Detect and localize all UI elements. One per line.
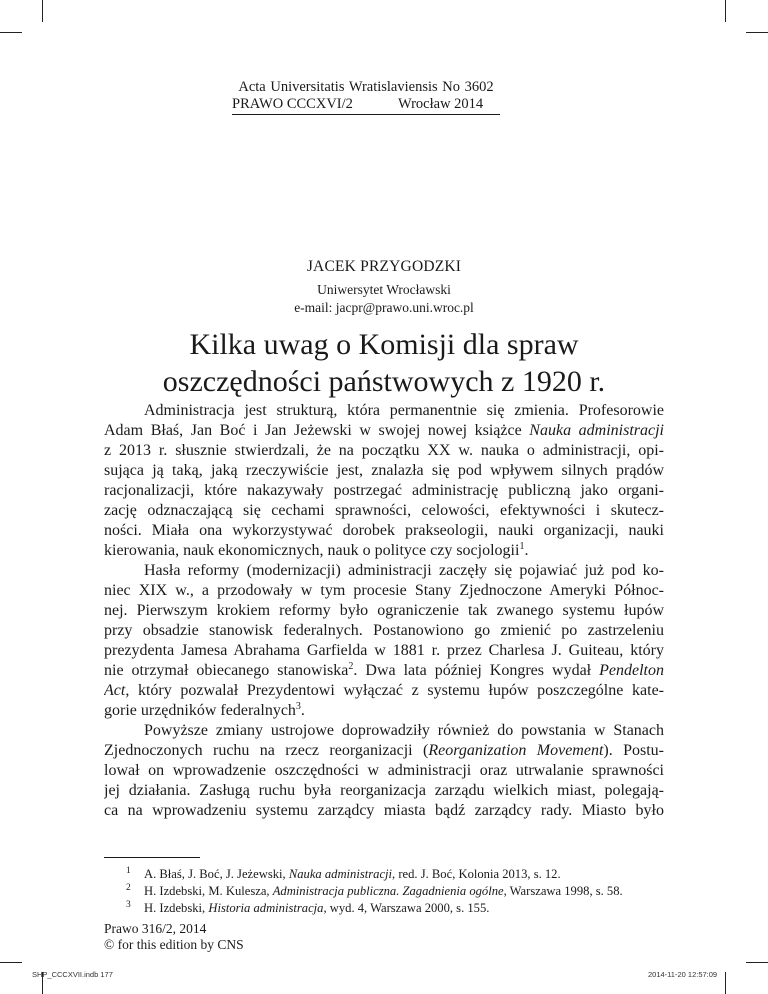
body-line: gorie urzędników federalnych$^3$. [104,701,305,719]
author-affiliation: Uniwersytet Wrocławski [317,282,451,297]
body-line: nie otrzymał obiecanego stanowiska$^2$. Dwa lata później Kongres wydał Pendelton [104,661,664,679]
title-line-2: oszczędności państwowych z 1920 r. [162,365,606,398]
crop-mark [746,32,768,33]
crop-mark [0,962,22,963]
body-line: zację odznaczającą się cechami sprawności, celowości, efektywności i skutecz- [104,502,664,519]
body-line: kierowania, nauk ekonomicznych, nauk o polityce czy socjologii$^1$. [104,541,529,559]
footnote-text: A. Błaś, J. Boć, J. Jeżewski, Nauka administracji, red. J. Boć, Kolonia 2013, s. 12. [144,867,561,881]
printer-slug-file: SHP_CCCXVII.indb 177 [32,970,113,979]
body-line: Hasła reformy (modernizacji) administracji zaczęły się pojawiać już pod ko- [144,562,664,579]
footnote [104,883,664,900]
body-line: Administracja jest strukturą, która permanentnie się zmienia. Profesorowie [144,402,664,419]
author-name: JACEK PRZYGODZKI [306,258,462,275]
journal-name: Acta Universitatis Wratislaviensis No 3602 [238,79,494,95]
footnotes [104,866,664,917]
crop-mark [42,0,43,22]
journal-series: PRAWO CCCXVI/2 [232,96,353,112]
footnote [104,866,664,883]
body-line: nej. Pierwszym krokiem reformy było ograniczenie tak zwanego systemu łupów [104,602,664,619]
imprint-copyright: © for this edition by CNS [104,937,244,952]
footnote-ref[interactable]: 3 [295,701,301,712]
body-line: racjonalizacji, które nakazywały postrzegać administrację publiczną jako organi- [104,482,664,499]
footnote-number: 1 [126,866,131,876]
footnote-ref[interactable]: 2 [348,661,354,672]
footnote-text: H. Izdebski, M. Kulesza, Administracja publiczna. Zagadnienia ogólne, Warszawa 1998, s. 58. [144,884,623,898]
author-email: e-mail: jacpr@prawo.uni.wroc.pl [294,300,474,315]
footnote-number: 3 [126,900,131,910]
author-affiliation-block [0,281,768,317]
imprint [104,921,244,953]
footnote [104,900,664,917]
body-line: Powyższe zmiany ustrojowe doprowadziły również do powstania w Stanach [144,722,664,739]
title-line-1: Kilka uwag o Komisji dla spraw [189,328,579,361]
body-line: przy obsadzie stanowisk federalnych. Postanowiono go zmienić po zastrzeleniu [104,622,664,639]
body-line: sująca ją taką, jaką rzeczywiście jest, znalazła się pod wpływem silnych prądów [104,462,664,479]
body-line: prezydenta Jamesa Abrahama Garfielda w 1881 r. przez Charlesa J. Guiteau, który [104,642,664,659]
body-line: ca na wprowadzeniu systemu zarządcy miasta bądź zarządcy rady. Miasto było [104,802,664,819]
footnote-ref[interactable]: 1 [519,541,525,552]
body-line: Zjednoczonych ruchu na rzecz reorganizacji (Reorganization Movement). Postu- [104,742,664,759]
imprint-issue: Prawo 316/2, 2014 [104,921,207,936]
footnote-number: 2 [126,883,131,893]
printer-slug-timestamp: 2014-11-20 12:57:09 [648,970,718,979]
journal-place-year: Wrocław 2014 [398,96,484,112]
article-body [104,401,664,821]
footnote-text: H. Izdebski, Historia administracja, wyd. 4, Warszawa 2000, s. 155. [144,901,490,915]
body-line: ności. Miała ona wykorzystywać dorobek prakseologii, nauki organizacji, nauki [104,522,664,539]
crop-mark [746,962,768,963]
body-line: niec XIX w., a przodowały w tym procesie Stany Zjednoczone Ameryki Północ- [104,582,664,599]
article-title [0,326,768,400]
header-rule [232,114,500,115]
crop-mark [0,32,22,33]
footnote-rule [104,857,200,858]
crop-mark [725,972,726,994]
body-line: lował on wprowadzenie oszczędności w administracji oraz utrwalanie sprawności [104,762,664,779]
body-line: jej działania. Zasługą ruchu była reorganizacja zarządu wielkich miast, polegają- [104,782,664,799]
crop-mark [725,0,726,22]
body-line: Act, który pozwalał Prezydentowi wyłączać z systemu łupów poszczególne kate- [104,682,664,699]
body-line: Adam Błaś, Jan Boć i Jan Jeżewski w swojej nowej książce Nauka administracji [104,422,664,439]
body-line: z 2013 r. słusznie stwierdzali, że na początku XX w. nauka o administracji, opi- [104,442,664,459]
